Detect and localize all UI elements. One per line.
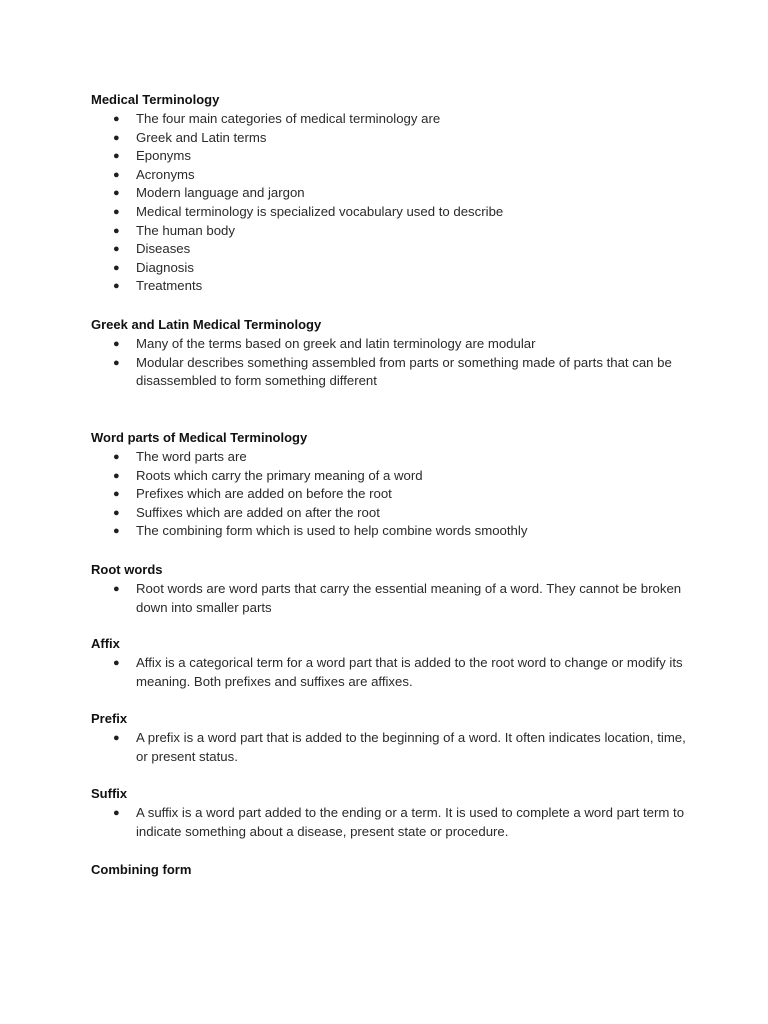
- section-root-words: [91, 561, 691, 617]
- section-heading: Suffix: [91, 786, 128, 801]
- list-item: ● The word parts are: [91, 448, 691, 467]
- bullet-list: [91, 804, 691, 841]
- bullet-icon: ●: [113, 280, 120, 293]
- bullet-icon: ●: [113, 338, 120, 350]
- bullet-list: [91, 729, 691, 766]
- section-medical-terminology: [91, 91, 691, 296]
- list-item: ● Diseases: [91, 240, 691, 259]
- list-item: ● Treatments: [91, 277, 691, 296]
- list-item: ● Suffixes which are added on after the root: [91, 504, 691, 523]
- bullet-icon: ●: [113, 187, 120, 200]
- bullet-icon: ●: [113, 205, 120, 218]
- section-heading: Root words: [91, 562, 163, 577]
- bullet-icon: ●: [113, 807, 120, 819]
- list-item: ● The four main categories of medical terminology are: [91, 110, 691, 129]
- bullet-icon: ●: [113, 243, 120, 256]
- bullet-list: [91, 110, 691, 296]
- bullet-icon: ●: [113, 261, 120, 274]
- list-item: ● A prefix is a word part that is added to the beginning of a word. It often indicates location, time, or present status.: [113, 730, 686, 764]
- list-item: ● Medical terminology is specialized vocabulary used to describe: [91, 203, 691, 222]
- bullet-list: [91, 448, 691, 541]
- list-item: ● Many of the terms based on greek and latin terminology are modular: [91, 335, 691, 354]
- list-item: ● The combining form which is used to help combine words smoothly: [91, 522, 691, 541]
- bullet-icon: ●: [113, 131, 120, 144]
- list-item: ● Eponyms: [91, 147, 691, 166]
- section-word-parts: [91, 429, 691, 541]
- list-item: ● The human body: [91, 222, 691, 241]
- bullet-icon: ●: [113, 488, 120, 501]
- section-heading: Combining form: [91, 862, 192, 877]
- bullet-icon: ●: [113, 451, 120, 463]
- bullet-icon: ●: [113, 150, 120, 163]
- list-item: ● Affix is a categorical term for a word part that is added to the root word to change or modify its meaning. Both prefixes and suffixes are affixes.: [113, 655, 683, 689]
- bullet-list: [91, 335, 691, 391]
- bullet-list: [91, 654, 691, 691]
- bullet-icon: ●: [113, 113, 120, 125]
- list-item: ● Prefixes which are added on before the root: [91, 485, 691, 504]
- section-prefix: [91, 710, 691, 766]
- bullet-icon: ●: [113, 732, 120, 744]
- bullet-icon: ●: [113, 469, 120, 482]
- list-item: ● Diagnosis: [91, 259, 691, 278]
- bullet-list: [91, 580, 691, 617]
- section-heading: Greek and Latin Medical Terminology: [91, 317, 322, 332]
- bullet-icon: ●: [113, 525, 120, 538]
- list-item: ● Roots which carry the primary meaning of a word: [91, 467, 691, 486]
- bullet-icon: ●: [113, 657, 120, 669]
- list-item: ● A suffix is a word part added to the ending or a term. It is used to complete a word part term to indicate something about a disease, present state or procedure.: [113, 805, 685, 839]
- section-heading: Word parts of Medical Terminology: [91, 430, 308, 445]
- bullet-icon: ●: [113, 356, 120, 369]
- section-suffix: [91, 785, 691, 841]
- section-heading: Medical Terminology: [91, 92, 220, 107]
- list-item: ● Greek and Latin terms: [91, 129, 691, 148]
- section-heading: Affix: [91, 636, 120, 651]
- bullet-icon: ●: [113, 224, 120, 237]
- list-item: ● Modular describes something assembled from parts or something made of parts that can be disassembled to form something different: [113, 354, 672, 389]
- section-affix: [91, 635, 691, 691]
- bullet-icon: ●: [113, 168, 120, 181]
- bullet-icon: ●: [113, 506, 120, 519]
- section-heading: Prefix: [91, 711, 128, 726]
- bullet-icon: ●: [113, 583, 120, 595]
- section-combining-form: [91, 861, 691, 880]
- list-item: ● Modern language and jargon: [91, 184, 691, 203]
- list-item: ● Acronyms: [91, 166, 691, 185]
- section-greek-latin: [91, 316, 691, 391]
- list-item: ● Root words are word parts that carry the essential meaning of a word. They cannot be broken down into smaller parts: [113, 581, 682, 615]
